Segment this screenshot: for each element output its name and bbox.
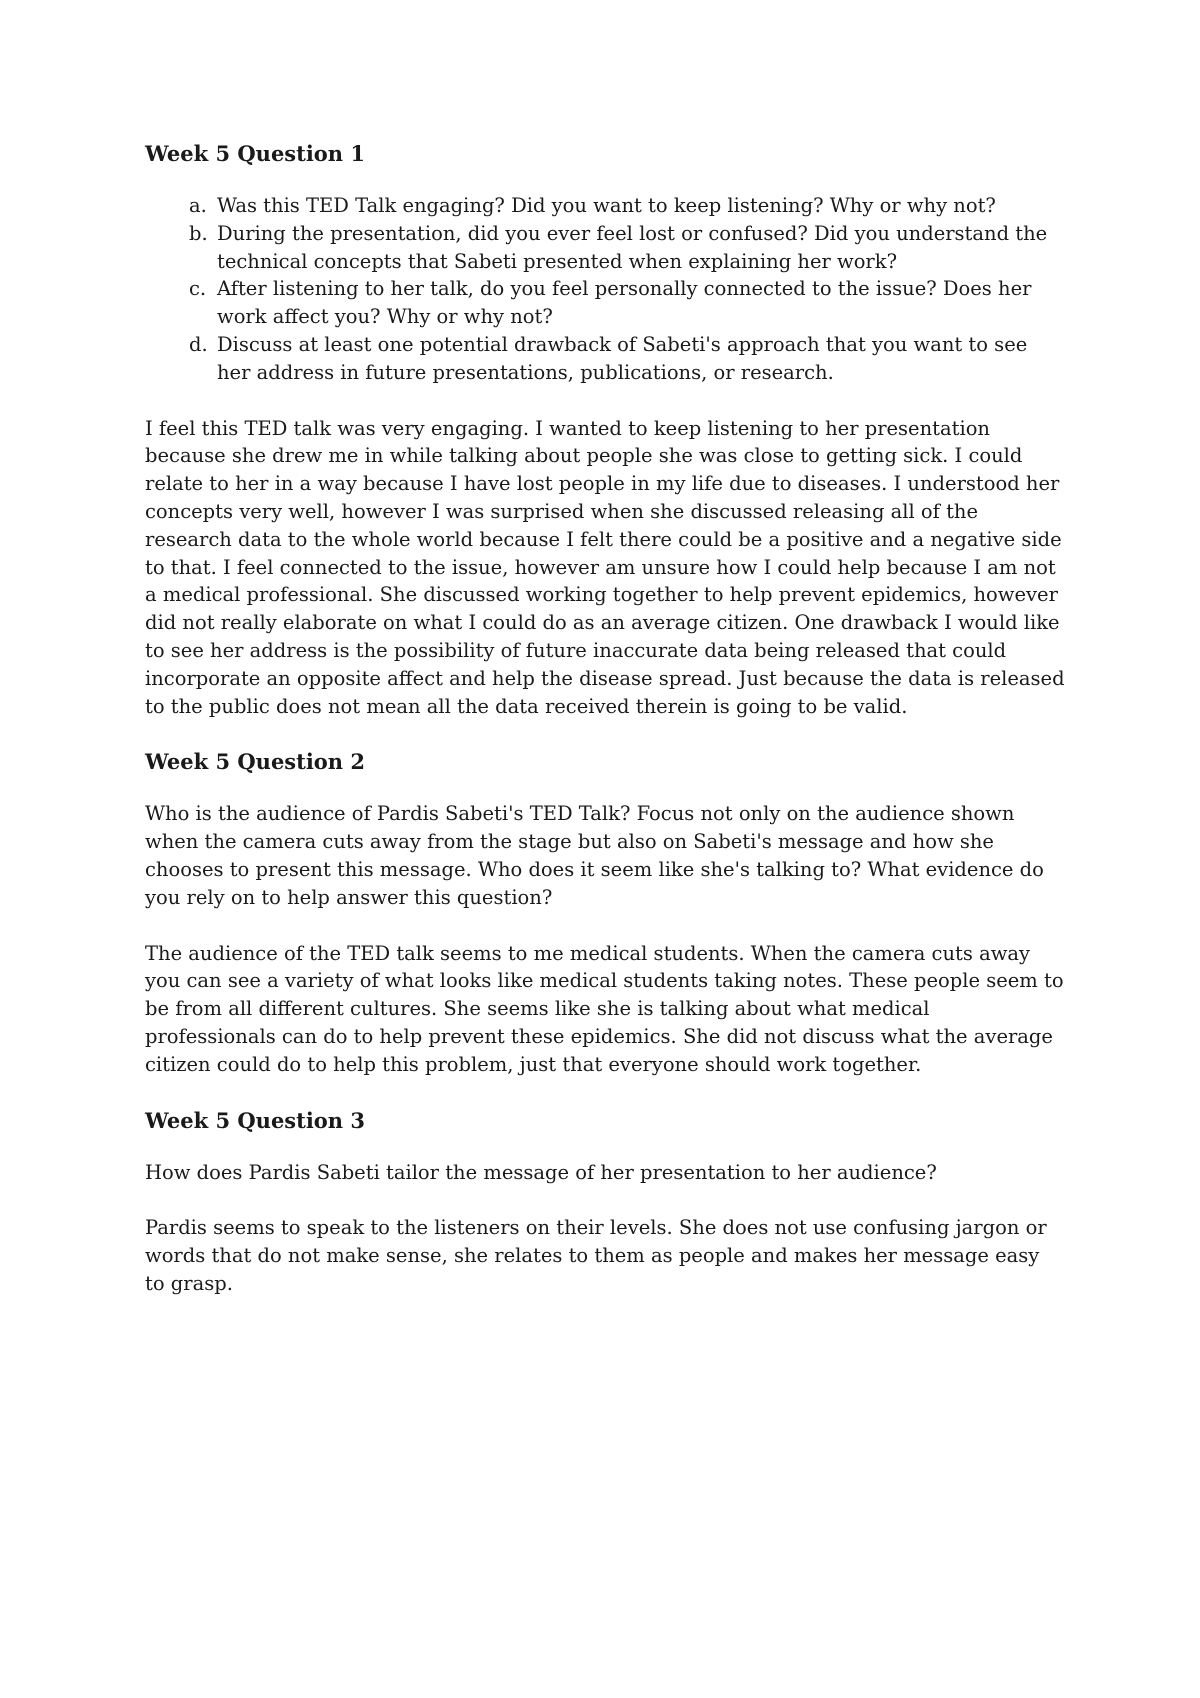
list-item-text: After listening to her talk, do you feel personally connected to the issue? Does her work affect you? Why or why not?: [217, 277, 1032, 329]
question-paragraph: Who is the audience of Pardis Sabeti's TED Talk? Focus not only on the audience shown when the camera cuts away from the stage but also on Sabeti's message and how she chooses to present this message. Who does it seem like she's talking to? What evidence do you rely on to help answer this question?: [145, 802, 1044, 909]
list-marker: b.: [189, 221, 208, 245]
answer-paragraph: Pardis seems to speak to the listeners on their levels. She does not use confusing jargon or words that do not make sense, she relates to them as people and makes her message easy to grasp.: [145, 1216, 1047, 1295]
section-heading: Week 5 Question 2: [145, 749, 365, 775]
list-marker: c.: [189, 277, 207, 301]
question-list: [145, 192, 1065, 387]
section-question-2: [145, 748, 1065, 1078]
section-heading: Week 5 Question 3: [145, 1107, 365, 1133]
list-marker: a.: [189, 194, 207, 217]
section-question-1: [145, 140, 1065, 720]
answer-paragraph: I feel this TED talk was very engaging. I wanted to keep listening to her presentation because she drew me in while talking about people she was close to getting sick. I could relate to her in a way because I have lost people in my life due to diseases. I understood her concepts very well, however I was surprised when she discussed releasing all of the research data to the whole world because I felt there could be a positive and a negative side to that. I feel connected to the issue, however am unsure how I could help because I am not a medical professional. She discussed working together to help prevent epidemics, however did not really elaborate on what I could do as an average citizen. One drawback I would like to see her address is the possibility of future inaccurate data being released that could incorporate an opposite affect and help the disease spread. Just because the data is released to the public does not mean all the data received therein is going to be valid.: [145, 416, 1065, 718]
list-item: [145, 192, 1065, 220]
section-heading: Week 5 Question 1: [145, 141, 365, 166]
document-page: [145, 140, 1065, 1326]
list-item-text: Discuss at least one potential drawback of Sabeti's approach that you want to see her address in future presentations, publications, or research.: [217, 332, 1028, 384]
list-item: [145, 220, 1065, 276]
list-item-text: Was this TED Talk engaging? Did you want to keep listening? Why or why not?: [217, 194, 996, 217]
answer-paragraph: The audience of the TED talk seems to me medical students. When the camera cuts away you can see a variety of what looks like medical students taking notes. These people seem to be from all different cultures. She seems like she is talking about what medical professionals can do to help prevent these epidemics. She did not discuss what the average citizen could do to help this problem, just that everyone should work together.: [145, 941, 1064, 1076]
section-question-3: [145, 1107, 1065, 1298]
list-item: [145, 331, 1065, 387]
list-item-text: During the presentation, did you ever feel lost or confused? Did you understand the technical concepts that Sabeti presented when explaining her work?: [217, 221, 1048, 273]
list-item: [145, 275, 1065, 331]
list-marker: d.: [189, 332, 208, 356]
question-paragraph: How does Pardis Sabeti tailor the message of her presentation to her audience?: [145, 1160, 937, 1184]
